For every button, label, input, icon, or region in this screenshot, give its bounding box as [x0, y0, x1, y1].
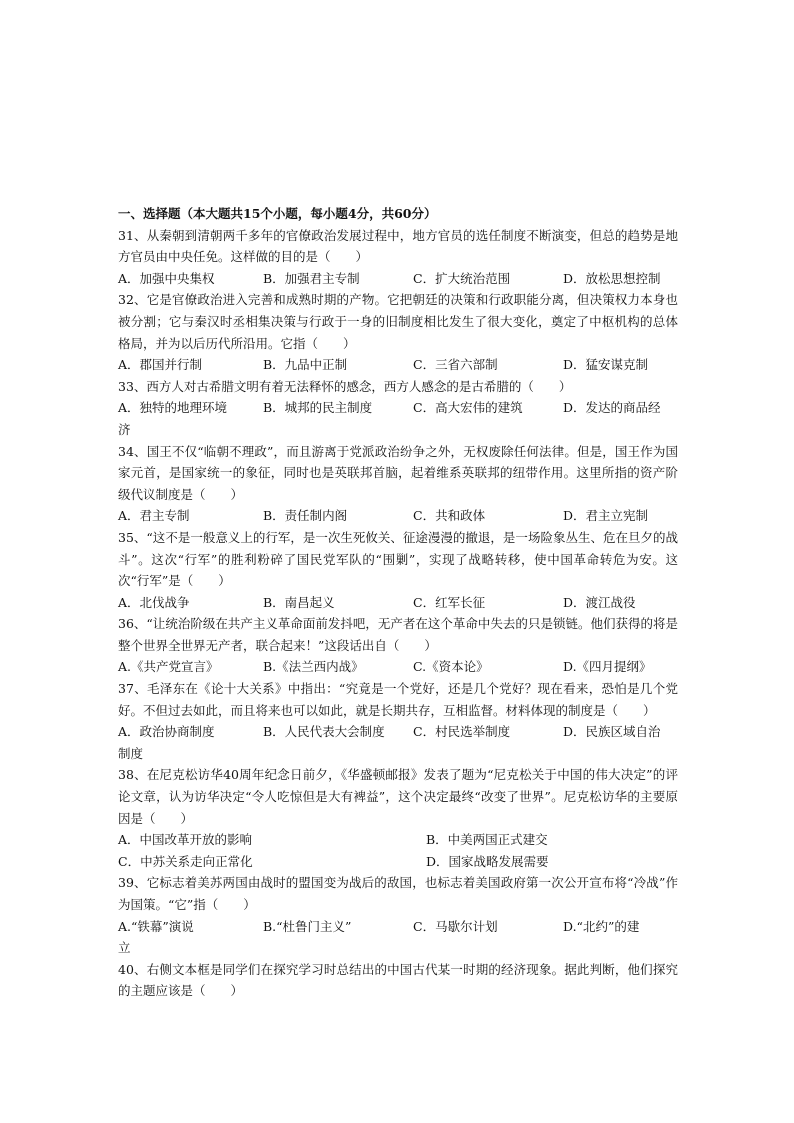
option-c: C．马歇尔计划 — [413, 918, 498, 934]
question-33-stem: 33、西方人对古希腊文明有着无法释怀的感念，西方人感念的是古希腊的（ ） — [118, 378, 572, 394]
option-a: A．独特的地理环境 — [118, 400, 228, 416]
option-a: A.《共产党宣言》 — [118, 659, 219, 675]
question-34-stem: 34、国王不仅“临朝不理政”，而且游离于党派政治纷争之外，无权废除任何法律。但是，国王作为国家元首，是国家统一的象征，同时也是英联邦首脑，起着维系英联邦的纽带作用。这里所指的资产阶级代议制度是（ ） — [118, 443, 678, 502]
option-b: B．南昌起义 — [263, 594, 335, 610]
question-36-options — [118, 656, 678, 678]
question-37-option-tail: 制度 — [118, 745, 144, 761]
option-a: A．中国改革开放的影响 — [118, 832, 253, 848]
option-c: C．中苏关系走向正常化 — [118, 853, 253, 869]
option-a: A．郡国并行制 — [118, 357, 203, 373]
option-b: B．中美两国正式建交 — [426, 832, 548, 848]
option-a: A.“铁幕”演说 — [118, 918, 194, 934]
option-c: C．三省六部制 — [413, 357, 498, 373]
question-39-option-tail: 立 — [118, 940, 131, 956]
question-38-options-row-1 — [118, 829, 678, 851]
option-b: B．城邦的民主制度 — [263, 400, 373, 416]
option-d: D．猛安谋克制 — [563, 357, 649, 373]
question-31-options — [118, 268, 678, 290]
option-d: D.“北约”的建 — [563, 918, 640, 934]
question-37-stem: 37、毛泽东在《论十大关系》中指出：“究竟是一个党好，还是几个党好？现在看来，恐怕是几个党好。不但过去如此，而且将来也可以如此，就是长期共存，互相监督。材料体现的制度是（ ） — [118, 681, 678, 718]
option-a: A．政治协商制度 — [118, 724, 215, 740]
question-33-options — [118, 397, 678, 419]
option-d: D．渡江战役 — [563, 594, 636, 610]
question-38-stem: 38、在尼克松访华40周年纪念日前夕，《华盛顿邮报》发表了题为“尼克松关于中国的伟大决定”的评论文章，认为访华决定“令人吃惊但是大有裨益”，这个决定最终“改变了世界”。尼克松访华的主要原因是（ ） — [118, 767, 678, 826]
question-32-options — [118, 354, 678, 376]
question-37-options — [118, 721, 678, 743]
option-a: A．北伐战争 — [118, 594, 190, 610]
option-c: C.《资本论》 — [413, 659, 489, 675]
option-c: C．扩大统治范围 — [413, 270, 511, 286]
option-a: A．加强中央集权 — [118, 270, 215, 286]
option-d: D．民族区域自治 — [563, 724, 661, 740]
option-d: D．国家战略发展需要 — [426, 853, 549, 869]
question-32-stem: 32、它是官僚政治进入完善和成熟时期的产物。它把朝廷的决策和行政职能分离，但决策权力本身也被分割；它与秦汉时丞相集决策与行政于一身的旧制度相比发生了很大变化，奠定了中枢机构的总体格局，并为以后历代所沿用。它指（ ） — [118, 292, 678, 351]
option-c: C．高大宏伟的建筑 — [413, 400, 523, 416]
option-d: D．放松思想控制 — [563, 270, 661, 286]
option-b: B.“杜鲁门主义” — [263, 918, 352, 934]
option-a: A．君主专制 — [118, 508, 190, 524]
question-38-options-row-2 — [118, 851, 678, 873]
question-39-stem: 39、它标志着美苏两国由战时的盟国变为战后的敌国，也标志着美国政府第一次公开宣布将“冷战”作为国策。“它”指（ ） — [118, 875, 678, 912]
option-b: B.《法兰西内战》 — [263, 659, 364, 675]
question-33-option-tail: 济 — [118, 421, 131, 437]
question-39-options — [118, 916, 678, 938]
question-34-options — [118, 505, 678, 527]
question-31-stem: 31、从秦朝到清朝两千多年的官僚政治发展过程中，地方官员的选任制度不断演变，但总的趋势是地方官员由中央任免。这样做的目的是（ ） — [118, 227, 678, 265]
option-c: C．红军长征 — [413, 594, 486, 610]
option-b: B．责任制内阁 — [263, 508, 348, 524]
question-35-options — [118, 592, 678, 614]
question-36-stem: 36、“让统治阶级在共产主义革命面前发抖吧，无产者在这个革命中失去的只是锁链。他们获得的将是整个世界全世界无产者，联合起来！”这段话出自（ ） — [118, 616, 678, 653]
option-c: C．共和政体 — [413, 508, 486, 524]
option-b: B．加强君主专制 — [263, 270, 360, 286]
option-d: D.《四月提纲》 — [563, 659, 652, 675]
section-title: 一、选择题（本大题共15个小题，每小题4分，共60分） — [118, 206, 437, 221]
option-b: B．九品中正制 — [263, 357, 348, 373]
exam-page — [118, 203, 678, 1002]
option-d: D．君主立宪制 — [563, 508, 649, 524]
option-c: C．村民选举制度 — [413, 724, 511, 740]
question-35-stem: 35、“这不是一般意义上的行军，是一次生死攸关、征途漫漫的撤退，是一场险象丛生、危在旦夕的战斗”。这次“行军”的胜利粉碎了国民党军队的“围剿”，实现了战略转移，使中国革命转危为安。这次“行军”是（ ） — [118, 529, 678, 589]
question-40-stem: 40、右侧文本框是同学们在探究学习时总结出的中国古代某一时期的经济现象。据此判断，他们探究的主题应该是（ ） — [118, 961, 678, 999]
option-b: B．人民代表大会制度 — [263, 724, 385, 740]
option-d: D．发达的商品经 — [563, 400, 661, 416]
